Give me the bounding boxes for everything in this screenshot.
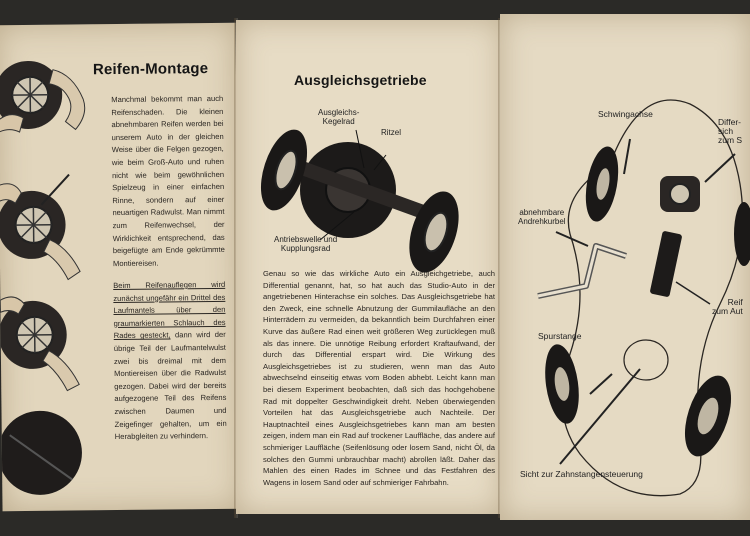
reifen-montage-paragraph-2 — [113, 279, 227, 444]
ausgleichsgetriebe-body: Genau so wie das wirkliche Auto ein Ausgleichgetriebe, auch Differential genannt, hat, so hat auch das Studio-Auto in der angetriebenen Hinterachse ein solches. Das Ausgleichsgetriebe hat den Zweck, eine schnelle Abnutzung der Gummilaufläche an den Hinterrädern zu vermeiden, da bekanntlich beim Durchfahren einer Kurve das äußere Rad einen weit größeren Weg zurücklegen muß als das innere. Die unnötige Reibung erfordert Kraftaufwand, der durch das Differential erspart wird. Die Wirkung des Ausgleichsgetriebes ist zu studieren, wenn man das Auto abwechselnd einseitig etwas vom Boden abhebt. Leicht kann man bei diesem Experiment beobachten, daß sich das hochgehobene Rad mit doppelter Geschwindigkeit dreht. Neben überwiegenden Vorteilen hat das Ausgleichsgetriebe auch Nachteile. Der Hauptnachteil eines Ausgleichsgetriebes kann man am besten zeigen, indem man ein Rad auf trockener Lauffläche, das andere auf schmieriger Lauffläche (Seifenlösung oder losem Sand, nicht Öl, da solches den Gummi unbrauchbar macht) abrollen läßt. Daher das Mahlen des einen Rades im Schnee und das Festfahren des Wagens in losem Sand oder auf schmieriger Fahrbahn. — [263, 269, 495, 487]
crank-handle — [538, 246, 626, 296]
reifen-montage-title: Reifen-Montage — [92, 60, 209, 79]
ausgleichsgetriebe-title: Ausgleichsgetriebe — [294, 72, 427, 88]
chassis-diagram — [500, 14, 750, 520]
instruction-continuation: dann wird der übrige Teil der Laufmantelwulst zwei bis dreimal mit dem Montiereisen über die Radwulst gezogen. Dabei wird der bereits aufgezogene Teil des Reifens zwischen Daumen und Zeigefinger gehalten, um ein Herabgleiten zu verhindern. — [113, 330, 227, 442]
tire-illustration-1 — [0, 60, 85, 132]
rear-right-wheel-partial — [734, 202, 750, 266]
tire-illustration-3 — [0, 296, 79, 391]
differential-illustration — [236, 90, 502, 290]
label-schwingachse: Schwingachse — [598, 109, 653, 119]
underlined-instruction: Beim Reifenauflegen wird zunächst ungefähr ein Drittel des Laufmantels über den graumarkierten Schlauch des Rades gesteckt, — [113, 279, 226, 341]
panel-reifen-montage — [0, 23, 241, 511]
label-ausgleichs-kegelrad: Ausgleichs- Kegelrad — [318, 108, 360, 126]
label-spurstange: Spurstange — [538, 331, 582, 341]
label-antriebswelle: Antriebswelle und Kupplungsrad — [274, 235, 338, 253]
tire-spare — [650, 231, 683, 298]
label-ritzel: Ritzel — [381, 128, 402, 137]
label-sicht-zahnstangensteuerung: Sicht zur Zahnstangensteuerung — [520, 469, 643, 479]
right-wheel — [400, 185, 468, 278]
reifen-montage-paragraph-1: Manchmal bekommt man auch Reifenschaden. Die kleinen abnehmbaren Reifen werden bei unserem Auto in der gleichen Weise über die Felgen gezogen, wie beim Groß-Auto und ruhen nicht wie beim gewöhnlichen Spielzeug in einer einfachen Rinne, sondern auf einer neuartigen Radwulst. Man nimmt zum Reifenwechsel, der Wirklichkeit entsprechend, das beigefügte am Ende gekrümmte Montiereisen. — [111, 93, 225, 268]
rear-right-wheel — [676, 370, 740, 462]
panel-chassis-diagram — [500, 14, 750, 520]
rear-left-wheel — [541, 342, 584, 426]
tire-mounting-illustrations — [0, 24, 112, 505]
panel-ausgleichsgetriebe — [236, 20, 502, 514]
label-differential: Differ- sich zum S — [718, 117, 743, 145]
tire-illustration-4 — [0, 410, 82, 495]
differential-box — [660, 176, 700, 212]
tire-illustration-2 — [0, 174, 80, 280]
front-left-wheel — [581, 144, 624, 224]
label-reifen: Reif zum Aut — [712, 297, 743, 316]
label-andrehkurbel: abnehmbare Andrehkurbel — [518, 208, 566, 226]
